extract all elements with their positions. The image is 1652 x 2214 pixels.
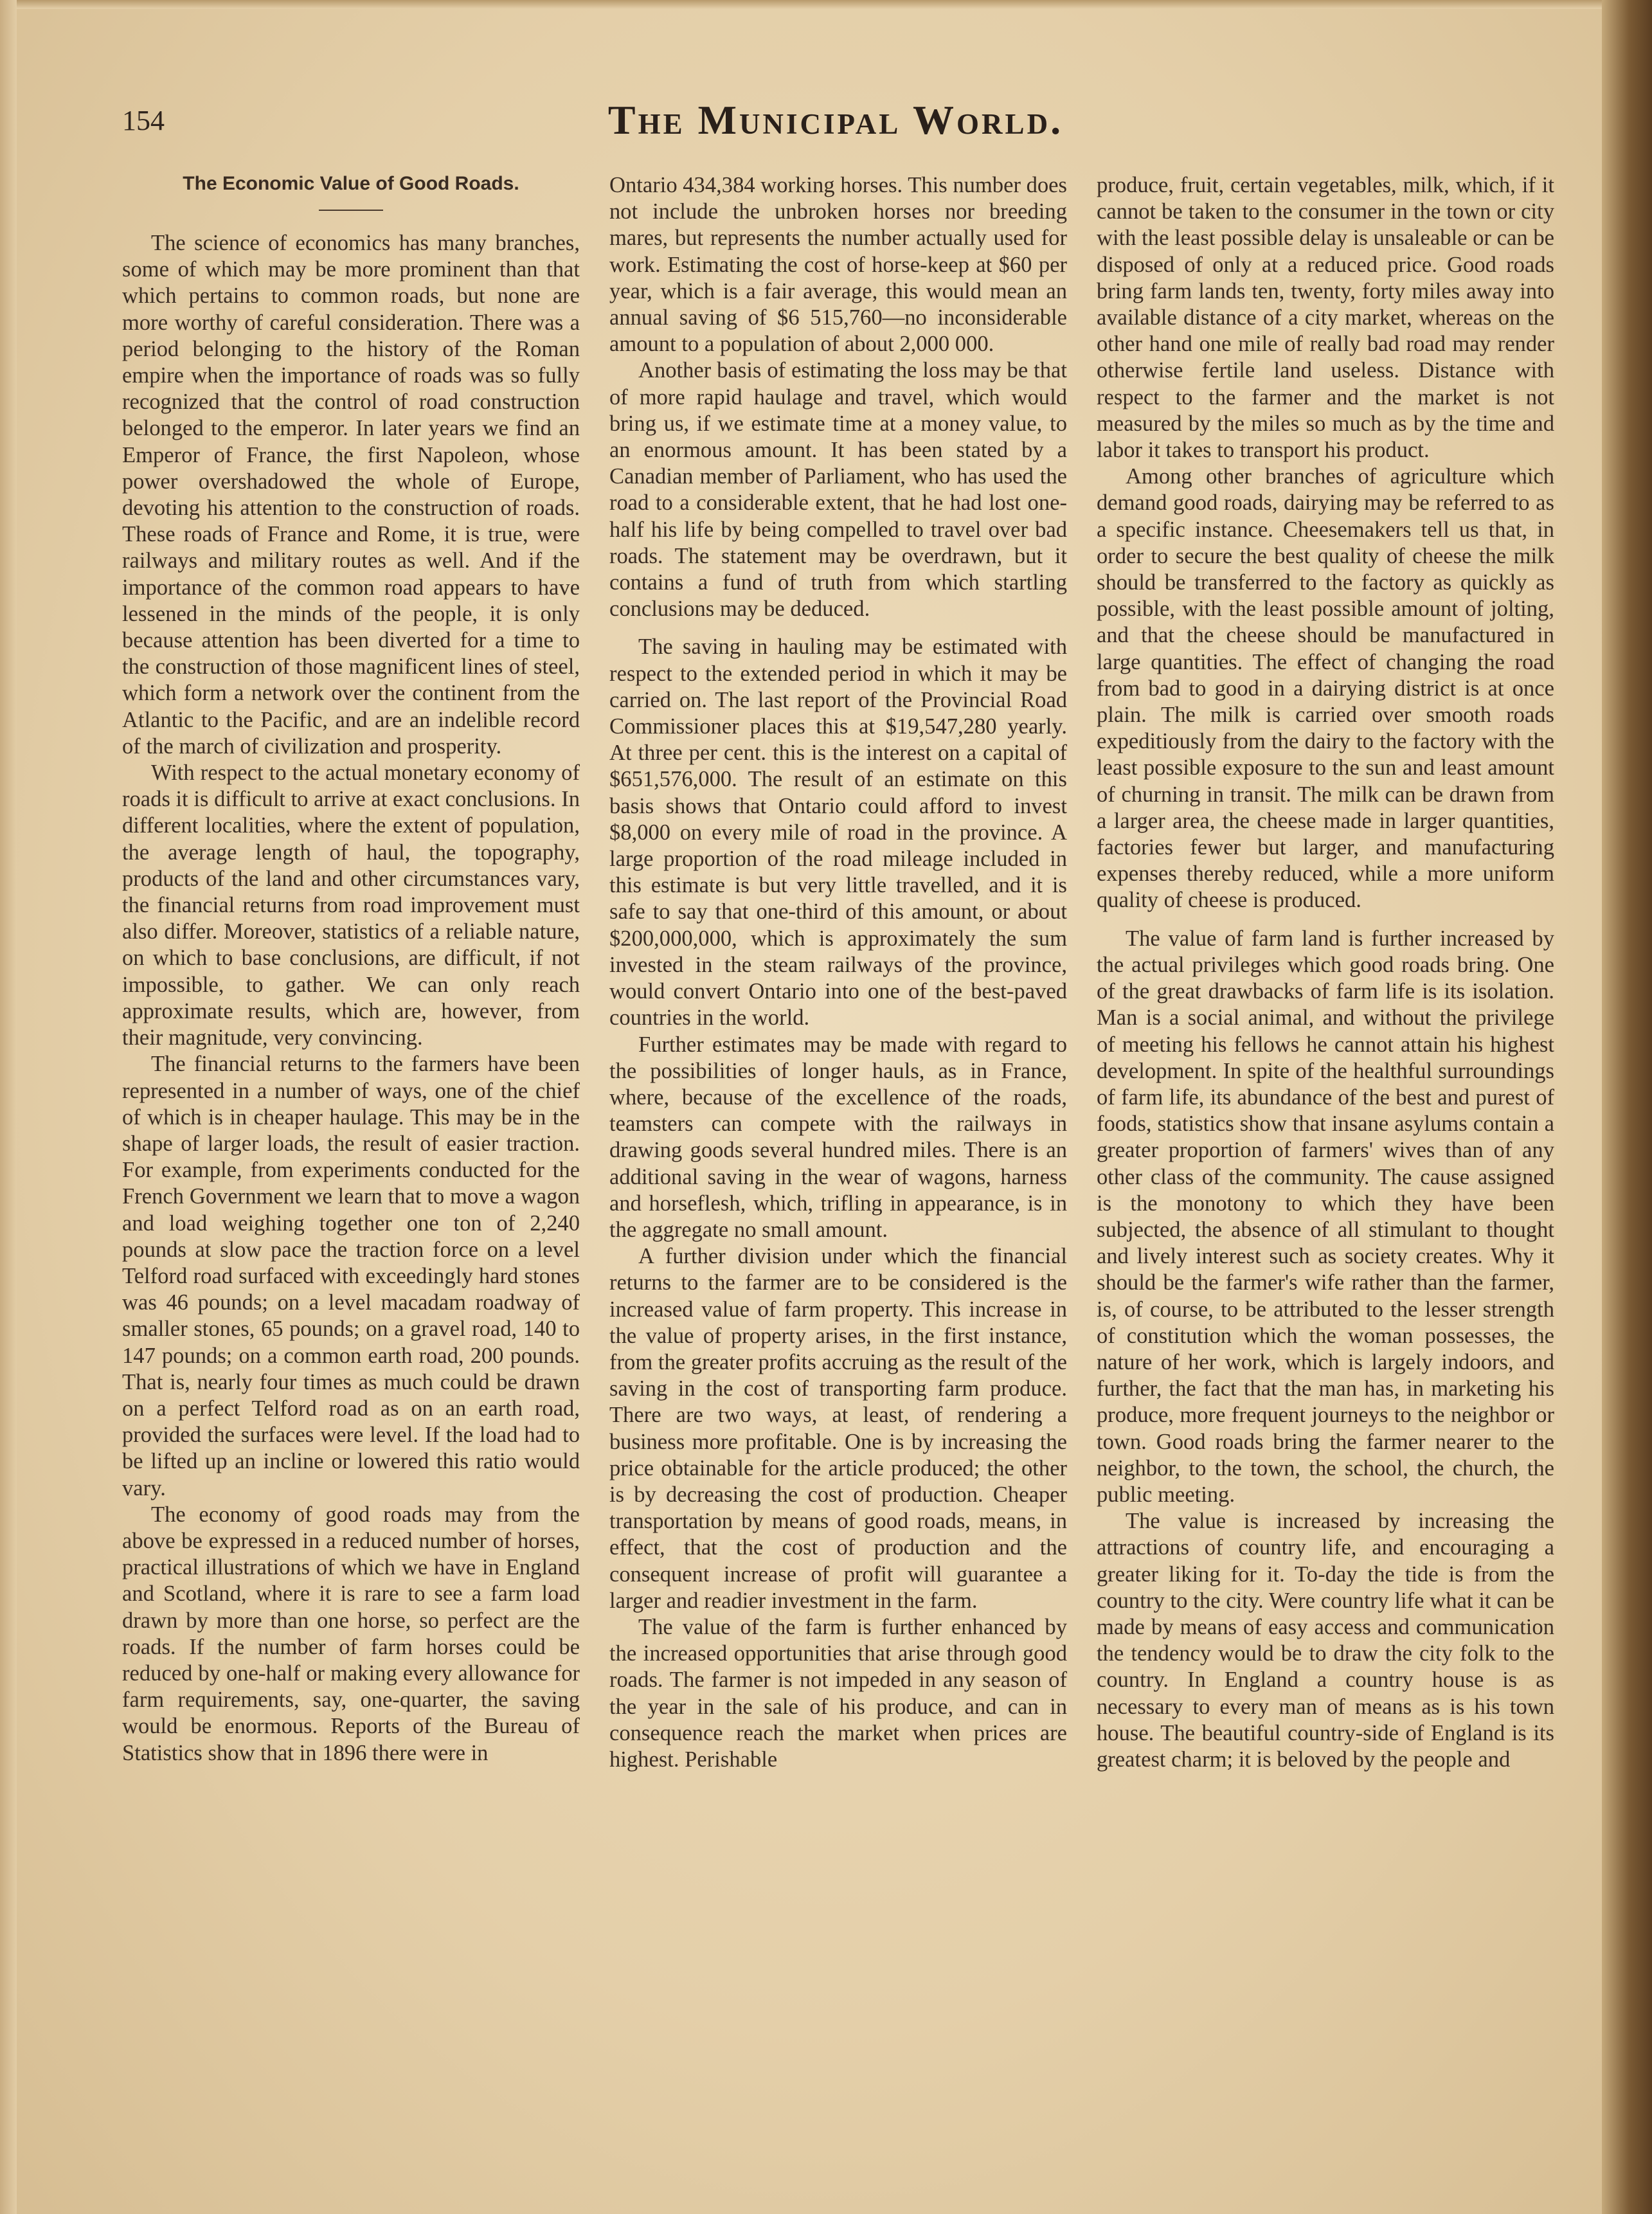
page-binding-edge (1602, 0, 1652, 2214)
column-3 (1097, 172, 1554, 1773)
column-2 (609, 172, 1067, 1773)
paragraph: With respect to the actual monetary economy of roads it is difficult to arrive at exact conclusions. In different localities, where the extent of population, the average length of haul, the topography, products of the land and other circumstances vary, the financial returns from road improvement must also differ. Moreover, statistics of a reliable nature, on which to base conclusions, are difficult, if not impossible, to gather. We can only reach approximate results, which are, however, from their magnitude, very convincing. (122, 760, 580, 1050)
column-2-body (609, 172, 1067, 1773)
paragraph: Another basis of estimating the loss may be that of more rapid haulage and travel, which would bring us, if we estimate time at a money value, to an enormous amount. It has been stated by a Canadian member of Parliament, who has used the road to a considerable extent, that he had lost one-half his life by being compelled to travel over bad roads. The statement may be overdrawn, but it contains a fund of truth from which startling conclusions may be deduced. (609, 358, 1067, 622)
column-1 (122, 172, 580, 1767)
paragraph: The economy of good roads may from the above be expressed in a reduced number of horses, practical illustrations of which we have in England and Scotland, where it is rare to see a farm load drawn by more than one horse, so perfect are the roads. If the number of farm horses could be reduced by one-half or making every allowance for farm requirements, say, one-quarter, the saving would be enormous. Reports of the Bureau of Statistics show that in 1896 there were in (122, 1502, 580, 1765)
page-header (122, 96, 1549, 148)
paragraph: The science of economics has many branches, some of which may be more prominent than that which pertains to common roads, but none are more worthy of careful consideration. There was a period belonging to the history of the Roman empire when the importance of roads was so fully recognized that the control of road construction belonged to the emperor. In later years we find an Emperor of France, the first Napoleon, whose power overshadowed the whole of Europe, devoting his attention to the construction of roads. These roads of France and Rome, it is true, were railways and military routes as well. And if the importance of the common road appears to have lessened in the minds of the people, it is only because attention has been diverted for a time to the construction of those magnificent lines of steel, which form a network over the continent from the Atlantic to the Pacific, and are an indelible record of the march of civilization and prosperity. (122, 231, 580, 759)
page-number: 154 (122, 105, 165, 136)
paragraph: Further estimates may be made with regard to the possibilities of longer hauls, as in France, where, because of the excellence of the roads, teamsters can compete with the railways in drawing goods several hundred miles. There is an additional saving in the wear of wagons, harness and horseflesh, which, trifling in appearance, is in the aggregate no small amount. (609, 1032, 1067, 1242)
paragraph: The value of farm land is further increased by the actual privileges which good roads bring. One of the great drawbacks of farm life is its isolation. Man is a social animal, and without the privilege of meeting his fellows he cannot attain his highest development. In spite of the healthful surroundings of farm life, its abundance of the best and purest of foods, statistics show that insane asylums contain a greater proportion of farmers' wives than of any other class of the community. The cause assigned is the monotony to which they have been subjected, the absence of all stimulant to thought and lively interest such as society creates. Why it should be the farmer's wife rather than the farmer, is, of course, to be attributed to the lesser strength of constitution which the woman possesses, the nature of her work, which is largely indoors, and further, the fact that the man has, in marketing his produce, more frequent journeys to the neighbor or town. Good roads bring the farmer nearer to the neighbor, to the town, the school, the church, the public meeting. (1097, 926, 1554, 1507)
paragraph: Among other branches of agriculture which demand good roads, dairying may be referred to as a specific instance. Cheesemakers tell us that, in order to secure the best quality of cheese the milk should be transferred to the factory as quickly as possible, with the least possible amount of jolting, and that the cheese should be manufactured in large quantities. The effect of changing the road from bad to good in a dairying district is at once plain. The milk is carried over smooth roads expeditiously from the dairy to the factory with the least possible exposure to the sun and least amount of churning in transit. The milk can be drawn from a larger area, the cheese made in larger quantities, factories fewer but larger, and manufacturing expenses thereby reduced, while a more uniform quality of cheese is produced. (1097, 464, 1554, 913)
column-1-body (122, 230, 580, 1767)
paragraph: produce, fruit, certain vegetables, milk, which, if it cannot be taken to the consumer in the town or city with the least possible delay is unsaleable or can be disposed of only at a reduced price. Good roads bring farm lands ten, twenty, forty miles away into available distance of a city market, whereas on the other hand one mile of really bad road may render otherwise fertile land useless. Distance with respect to the farmer and the market is not measured by the miles so much as by the time and labor it takes to transport his product. (1097, 173, 1554, 463)
paragraph: The saving in hauling may be estimated with respect to the extended period in which it may be carried on. The last report of the Provincial Road Commissioner places this at $19,547,280 yearly. At three per cent. this is the interest on a capital of $651,576,000. The result of an estimate on this basis shows that Ontario could afford to invest $8,000 on every mile of road in the province. A large proportion of the road mileage included in this estimate is but very little travelled, and it is safe to say that one-third of this amount, or about $200,000,000, which is approximately the sum invested in the steam railways of the province, would convert Ontario into one of the best-paved countries in the world. (609, 634, 1067, 1030)
paragraph: The value of the farm is further enhanced by the increased opportunities that arise through good roads. The farmer is not impeded in any season of the year in the sale of his produce, and can in consequence reach the market when prices are highest. Perishable (609, 1614, 1067, 1772)
paragraph: A further division under which the financial returns to the farmer are to be considered is the increased value of farm property. This increase in the value of property arises, in the first instance, from the greater profits accruing as the result of the saving in the cost of transporting farm produce. There are two ways, at least, of rendering a business more profitable. One is by increasing the price obtainable for the article produced; the other is by decreasing the cost of production. Cheaper transportation by means of good roads, means, in effect, that the cost of production and the consequent increase of profit will guarantee a larger and readier investment in the farm. (609, 1244, 1067, 1613)
title-rule (319, 210, 383, 211)
paragraph: The value is increased by increasing the attractions of country life, and encouraging a greater liking for it. To-day the tide is from the country to the city. Were country life what it can be made by means of easy access and communication the tendency would be to draw the city folk to the country. In England a country house is as necessary to every man of means as is his town house. The beautiful country-side of England is its greatest charm; it is beloved by the people and (1097, 1509, 1554, 1772)
page-left-edge (0, 0, 17, 2214)
article-title: The Economic Value of Good Roads. (183, 173, 519, 194)
paragraph: The financial returns to the farmers have been represented in a number of ways, one of the chief of which is in cheaper haulage. This may be in the shape of larger loads, the result of easier traction. For example, from experiments conducted for the French Government we learn that to move a wagon and load weighing together one ton of 2,240 pounds at slow pace the traction force on a level Telford road surfaced with exceedingly hard stones was 46 pounds; on a level macadam roadway of smaller stones, 65 pounds; on a gravel road, 140 to 147 pounds; on a common earth road, 200 pounds. That is, nearly four times as much could be drawn on a perfect Telford road as on an earth road, provided the surfaces were level. If the load had to be lifted up an incline or lowered this ratio would vary. (122, 1052, 580, 1500)
masthead-title: The Municipal World. (607, 97, 1064, 143)
column-3-body (1097, 172, 1554, 1773)
page-top-edge (0, 0, 1652, 9)
paragraph: Ontario 434,384 working horses. This number does not include the unbroken horses nor breeding mares, but represents the number actually used for work. Estimating the cost of horse-keep at $60 per year, which is a fair average, this would mean an annual saving of $6 515,760—no inconsiderable amount to a population of about 2,000 000. (609, 173, 1067, 357)
